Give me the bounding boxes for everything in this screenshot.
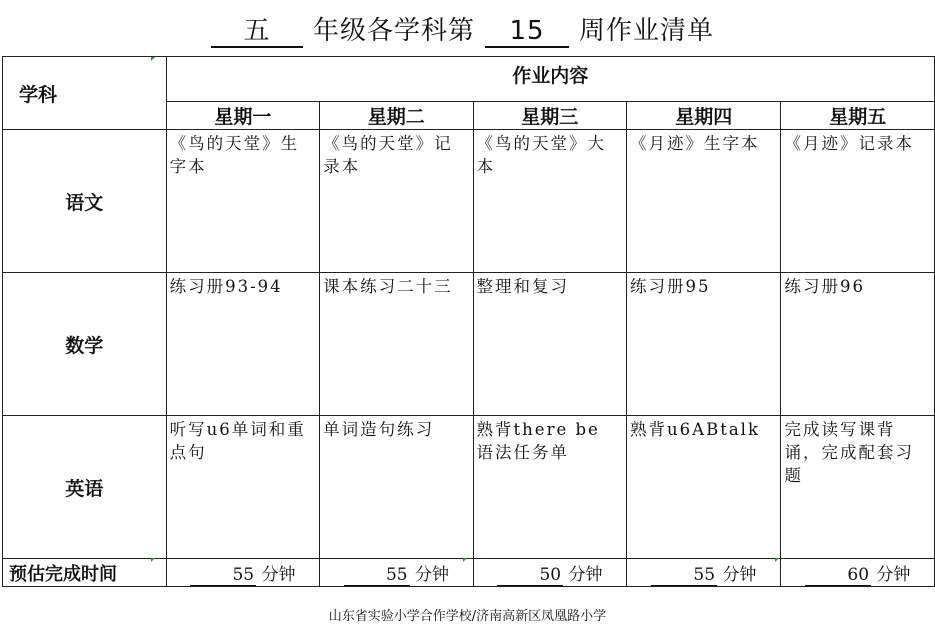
grade-value: 五 — [211, 16, 303, 48]
time-cell — [166, 559, 319, 587]
homework-cell: 整理和复习 — [473, 273, 626, 416]
time-cell — [627, 559, 781, 587]
time-cell — [473, 559, 626, 587]
time-value: 60 — [805, 565, 871, 586]
homework-cell: 练习册93-94 — [166, 273, 319, 416]
homework-cell: 熟背there be 语法任务单 — [473, 416, 626, 559]
homework-cell: 熟背u6ABtalk — [627, 416, 781, 559]
day-header: 星期四 — [627, 102, 781, 130]
cell-marker-icon — [151, 57, 155, 61]
time-row — [3, 559, 935, 587]
cell-marker-icon — [775, 558, 779, 562]
school-footer: 山东省实验小学合作学校/济南高新区凤凰路小学 — [328, 609, 607, 624]
homework-cell: 课本练习二十三 — [320, 273, 473, 416]
homework-cell: 《月迹》记录本 — [781, 130, 935, 273]
homework-cell: 《月迹》生字本 — [627, 130, 781, 273]
day-header: 星期五 — [781, 102, 935, 130]
homework-cell: 完成读写课背诵，完成配套习题 — [781, 416, 935, 559]
subject-name: 语文 — [3, 130, 167, 273]
table-row — [3, 273, 935, 416]
homework-table — [2, 56, 935, 587]
homework-cell: 《鸟的天堂》生字本 — [166, 130, 319, 273]
time-unit: 分钟 — [415, 564, 449, 585]
day-header: 星期三 — [473, 102, 626, 130]
table-row — [3, 130, 935, 273]
day-header: 星期二 — [320, 102, 473, 130]
table-row — [3, 416, 935, 559]
day-header: 星期一 — [166, 102, 319, 130]
subject-header: 学科 — [3, 57, 167, 130]
cell-marker-icon — [151, 558, 155, 562]
cell-marker-icon — [463, 558, 467, 562]
time-value: 55 — [190, 565, 256, 586]
time-value: 55 — [344, 565, 410, 586]
homework-cell: 练习册95 — [627, 273, 781, 416]
time-cell — [781, 559, 935, 587]
page-title — [0, 10, 935, 48]
time-value: 50 — [497, 565, 563, 586]
homework-cell: 单词造句练习 — [320, 416, 473, 559]
title-part2: 周作业清单 — [579, 16, 715, 46]
time-cell — [320, 559, 473, 587]
title-part1: 年级各学科第 — [312, 16, 475, 46]
time-unit: 分钟 — [876, 564, 911, 585]
homework-cell: 听写u6单词和重点句 — [166, 416, 319, 559]
homework-cell: 《鸟的天堂》大本 — [473, 130, 626, 273]
week-value: 15 — [485, 16, 569, 48]
time-unit: 分钟 — [261, 564, 296, 585]
time-unit: 分钟 — [568, 564, 603, 585]
time-label: 预估完成时间 — [3, 559, 167, 587]
content-header: 作业内容 — [166, 57, 934, 102]
homework-cell: 练习册96 — [781, 273, 935, 416]
homework-cell: 《鸟的天堂》记录本 — [320, 130, 473, 273]
subject-name: 英语 — [3, 416, 167, 559]
time-unit: 分钟 — [722, 564, 757, 585]
time-value: 55 — [651, 565, 717, 586]
subject-name: 数学 — [3, 273, 167, 416]
